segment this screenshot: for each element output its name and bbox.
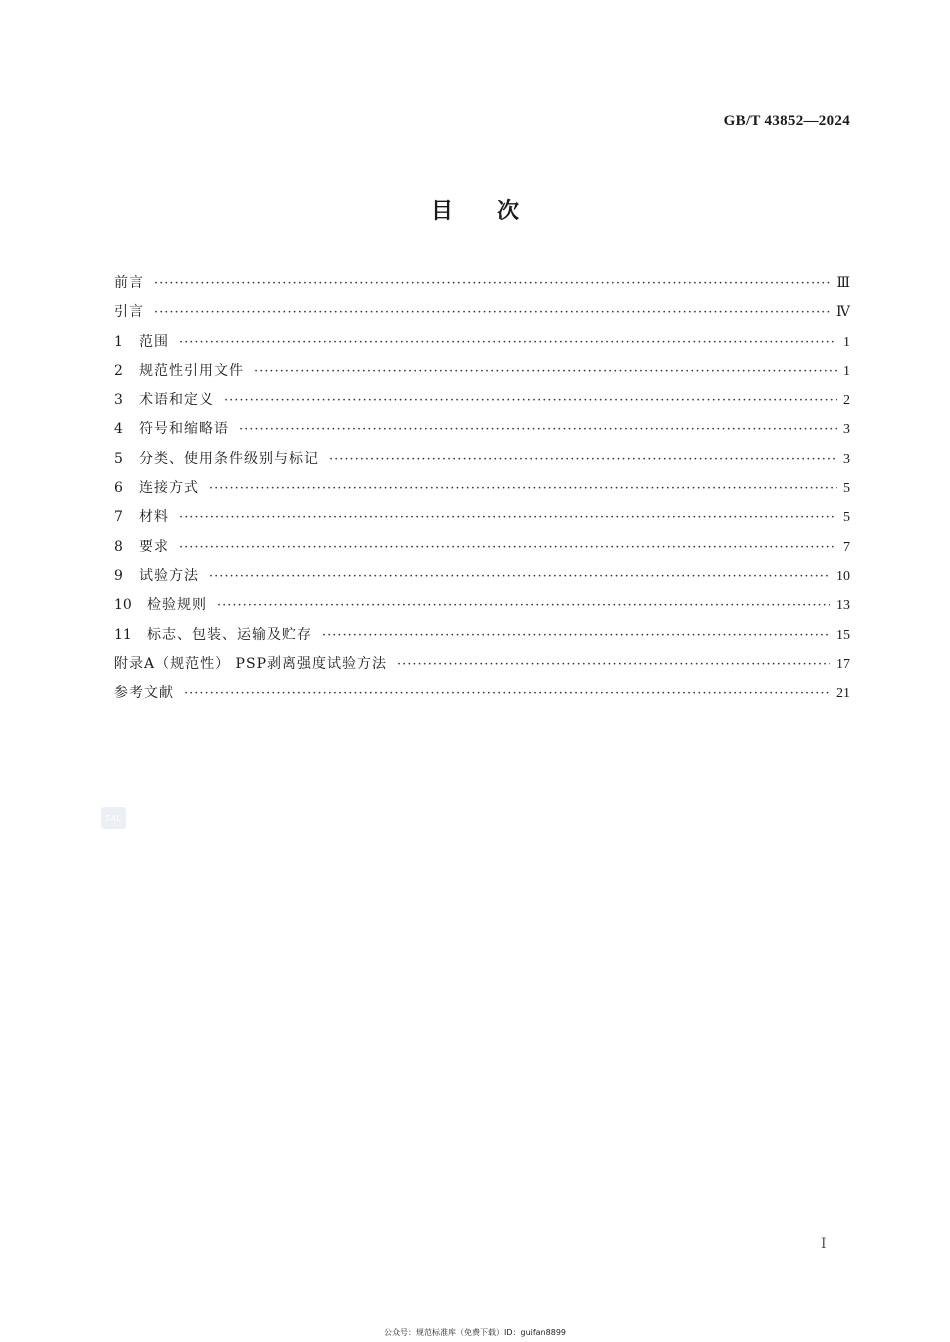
toc-entry-label: 附录A（规范性） PSP剥离强度试验方法: [114, 655, 387, 672]
toc-entry-label: 术语和定义: [139, 392, 214, 409]
toc-entry-number: 11: [114, 626, 132, 643]
toc-entry-page: Ⅲ: [836, 276, 850, 291]
toc-entry-label: 符号和缩略语: [139, 421, 229, 438]
toc-leader-dots: [179, 510, 837, 525]
toc-entry-label: 试验方法: [139, 567, 199, 584]
toc-entry-label: 材料: [139, 509, 169, 526]
toc-entry[interactable]: [114, 301, 850, 330]
toc-leader-dots: [239, 422, 837, 437]
toc-entry-page: 21: [836, 686, 850, 702]
toc-entry-number: 7: [114, 509, 123, 526]
toc-entry-number: 9: [114, 567, 123, 584]
toc-leader-dots: [254, 364, 837, 379]
toc-entry-page: 5: [843, 510, 850, 526]
toc-entry[interactable]: [114, 448, 850, 477]
toc-entry-page: 1: [843, 363, 850, 379]
toc-entry[interactable]: [114, 653, 850, 682]
toc-entry[interactable]: [114, 331, 850, 360]
toc-entry-page: 10: [836, 568, 850, 584]
toc-entry-label: 引言: [114, 304, 144, 321]
footer-note: 公众号：规范标准库（免费下载）ID：guifan8899: [383, 1328, 567, 1337]
toc-entry-page: 7: [843, 539, 850, 555]
toc-entry-label: 前言: [114, 275, 144, 291]
toc-entry-label: 标志、包装、运输及贮存: [147, 626, 312, 643]
toc-entry-page: 3: [843, 422, 850, 438]
toc-entry-number: 3: [114, 392, 123, 409]
toc-entry-label: 连接方式: [139, 480, 199, 497]
toc-leader-dots: [179, 540, 837, 555]
toc-entry-page: 3: [843, 451, 850, 467]
toc-leader-dots: [154, 276, 830, 291]
toc-entry-number: 10: [114, 597, 132, 614]
table-of-contents: [114, 272, 850, 711]
toc-entry[interactable]: [114, 594, 850, 623]
toc-entry[interactable]: [114, 624, 850, 653]
sac-logo: SAC: [101, 807, 126, 829]
toc-entry-number: 8: [114, 538, 123, 555]
toc-leader-dots: [397, 657, 830, 672]
toc-leader-dots: [209, 481, 837, 496]
toc-entry-page: Ⅳ: [836, 305, 850, 321]
toc-leader-dots: [184, 686, 830, 701]
toc-entry-page: 13: [836, 598, 850, 614]
toc-entry-label: 规范性引用文件: [139, 362, 244, 379]
toc-entry-page: 17: [836, 656, 850, 672]
toc-leader-dots: [322, 628, 830, 643]
toc-entry-label: 检验规则: [147, 597, 207, 614]
toc-entry-page: 2: [843, 393, 850, 409]
toc-leader-dots: [217, 598, 830, 613]
toc-entry-page: 1: [843, 334, 850, 350]
toc-leader-dots: [209, 569, 830, 584]
toc-leader-dots: [329, 452, 837, 467]
toc-entry[interactable]: [114, 477, 850, 506]
toc-entry[interactable]: [114, 506, 850, 535]
toc-entry-number: 5: [114, 450, 123, 467]
toc-entry[interactable]: [114, 682, 850, 711]
toc-entry[interactable]: [114, 565, 850, 594]
standard-code: GB/T 43852—2024: [723, 113, 850, 129]
toc-entry[interactable]: [114, 536, 850, 565]
toc-entry[interactable]: [114, 360, 850, 389]
toc-entry[interactable]: [114, 389, 850, 418]
page-number: Ⅰ: [821, 1237, 827, 1252]
toc-entry-number: 6: [114, 480, 123, 497]
toc-entry[interactable]: [114, 272, 850, 301]
toc-entry-label: 要求: [139, 538, 169, 555]
toc-entry-label: 范围: [139, 333, 169, 350]
toc-leader-dots: [154, 305, 830, 320]
toc-leader-dots: [179, 335, 837, 350]
toc-leader-dots: [224, 393, 837, 408]
toc-entry-number: 1: [114, 333, 123, 350]
toc-title: 目次: [430, 199, 563, 224]
toc-entry-number: 4: [114, 421, 123, 438]
toc-entry-page: 5: [843, 481, 850, 497]
toc-entry[interactable]: [114, 418, 850, 447]
toc-entry-number: 2: [114, 362, 123, 379]
toc-entry-label: 分类、使用条件级别与标记: [139, 450, 319, 467]
toc-entry-label: 参考文献: [114, 685, 174, 702]
toc-entry-page: 15: [836, 627, 850, 643]
